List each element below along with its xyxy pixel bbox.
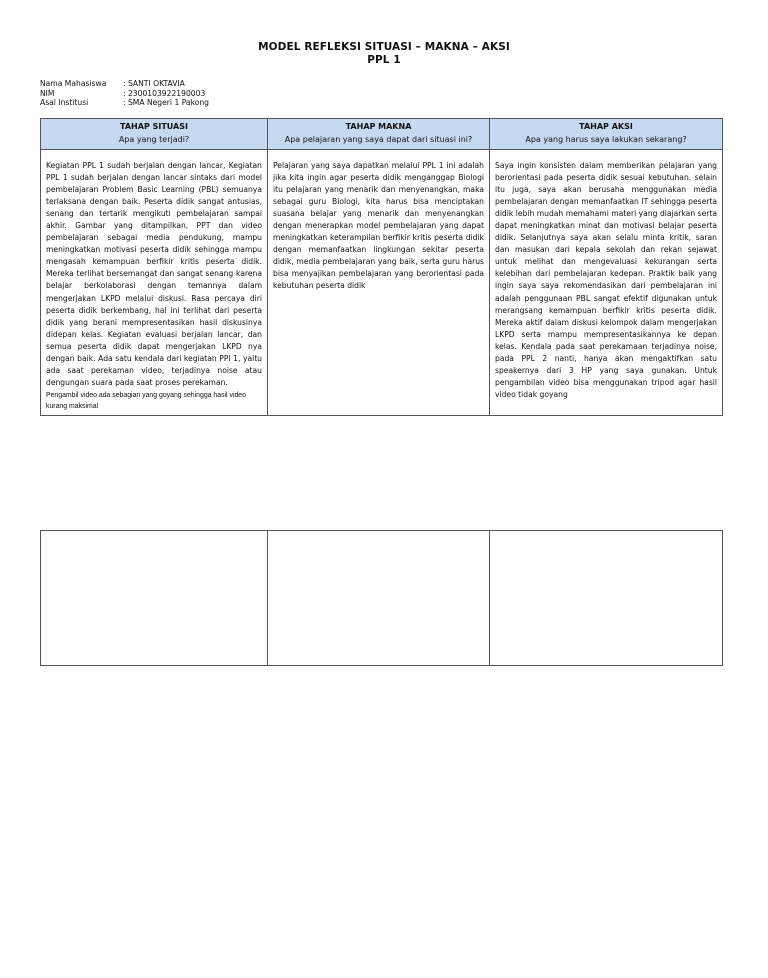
reflection-table <box>40 118 723 416</box>
header-situasi <box>41 119 268 150</box>
cell-makna <box>268 150 490 416</box>
empty-row <box>41 531 723 666</box>
aksi-text: Saya ingin konsisten dalam memberikan pelajaran yang berorientasi pada peserta didik sesuai kebutuhan. selain itu juga, saya akan berusaha menggunakan media pembelajaran dengan memanfaatkan IT sehingga peserta didik lebih mudah memahami materi yang diajarkan serta dapat meningkatkan minat dan motivasi belajar peserta didik. Selanjutnya saya akan selalu minta kritik, saran dan masukan dari kepala sekolah dan rekan sejawat untuk melihat dan mengevaluasi kekurangan serta kelebihan dari pembelajaran kedepan. Praktik baik yang ingin saya saya rekomendasikan dari pembelajaran ini adalah penggunaan PBL sangat efektif digunakan untuk merangsang kemampuan berfikir kritis peserta didik. Mereka aktif dalam diskusi kelompok dalam mengerjakan LKPD serta mampu mempresentasikannya ke depan kelas. Kendala pada saat perekamaan terjadinya noise, pada PPL 2 nanti, hanya akan mengaktifkan satu speakernya dari 3 HP yang saya gunakan. Untuk pengambilan video bisa menggunakan tripod agar hasil video tidak goyang <box>495 161 717 399</box>
info-value: : SANTI OKTAVIA <box>123 79 185 88</box>
table-header-row <box>41 119 723 150</box>
column-title: TAHAP AKSI <box>579 122 633 131</box>
title-line-1: MODEL REFLEKSI SITUASI – MAKNA – AKSI <box>258 41 510 53</box>
situasi-note: Pengambil video ada sebagian yang goyang sehingga hasil video kurang maksimal <box>46 391 246 411</box>
header-aksi <box>490 119 723 150</box>
table-content-row <box>41 150 723 416</box>
empty-cell <box>490 531 723 666</box>
info-row-nim <box>40 89 209 99</box>
column-question: Apa pelajaran yang saya dapat dari situasi ini? <box>284 134 473 144</box>
column-title: TAHAP SITUASI <box>120 122 188 131</box>
info-row-name <box>40 79 209 89</box>
title-line-2: PPL 1 <box>367 54 401 66</box>
cell-situasi <box>41 150 268 416</box>
student-info <box>40 79 209 108</box>
document-title <box>0 41 768 67</box>
cell-aksi <box>490 150 723 416</box>
situasi-text: Kegiatan PPL 1 sudah berjalan dengan lancar, Kegiatan PPL 1 sudah berjalan dengan lancar sintaks dari model pembelajaran Problem Basic Learning (PBL) semuanya terlaksana dengan baik. Peserta didik sangat antusias, senang dan tertarik mengikuti pembelajaran sampai akhir. Gambar yang ditampilkan, PPT dan video pembelajaran sebagai media pendukung, mampu meningkatkan motivasi peserta didik sehingga mampu mengasah kemampuan berfikir kritis peserta didik. Mereka terlihat bersemangat dan sangat senang karena belajar berkolaborasi dengan temannya dalam mengerjakan LKPD melalui diskusi. Rasa percaya diri peserta didik berkembang, hal ini terlihat dari peserta didik yang berani mempresentasikan hasil diskusinya didepan kelas. Kegiatan evaluasi berjalan lancar, dan semua peserta didik dapat mengerjakan LKPD nya dengan baik. Ada satu kendala dari kegiatan PPl 1, yaitu ada saat perekaman video, terjadinya noise atau dengungan suara pada saat proses perekaman. <box>46 161 262 387</box>
info-value: : 2300103922190003 <box>123 88 206 98</box>
info-label: Nama Mahasiswa <box>40 79 107 88</box>
column-question: Apa yang terjadi? <box>118 134 190 144</box>
info-label: Asal Institusi <box>40 98 89 108</box>
makna-text: Pelajaran yang saya dapatkan melalui PPL 1 ini adalah jika kita ingin agar peserta didik menganggap Biologi itu pelajaran yang menarik dan menyenangkan, maka sebagai guru Biologi, kita harus bisa menciptakan suasana belajar yang menarik dan menyenangkan dengan menerapkan model pembelajaran yang dapat meningkatkan keterampilan berfikir kritis peserta didik dengan memanfaatkan lingkungan sekitar peserta didik, media pembelajaran yang baik, serta guru harus bisa menyajikan pembelajaran yang berorientasi pada kebutuhan peserta didik <box>273 161 484 291</box>
info-label: NIM <box>40 88 55 98</box>
info-value: : SMA Negeri 1 Pakong <box>123 98 209 108</box>
empty-cell <box>41 531 268 666</box>
info-row-institution <box>40 98 209 108</box>
empty-cell <box>268 531 490 666</box>
empty-table <box>40 530 723 666</box>
header-makna <box>268 119 490 150</box>
column-question: Apa yang harus saya lakukan sekarang? <box>525 134 687 144</box>
column-title: TAHAP MAKNA <box>345 122 412 131</box>
